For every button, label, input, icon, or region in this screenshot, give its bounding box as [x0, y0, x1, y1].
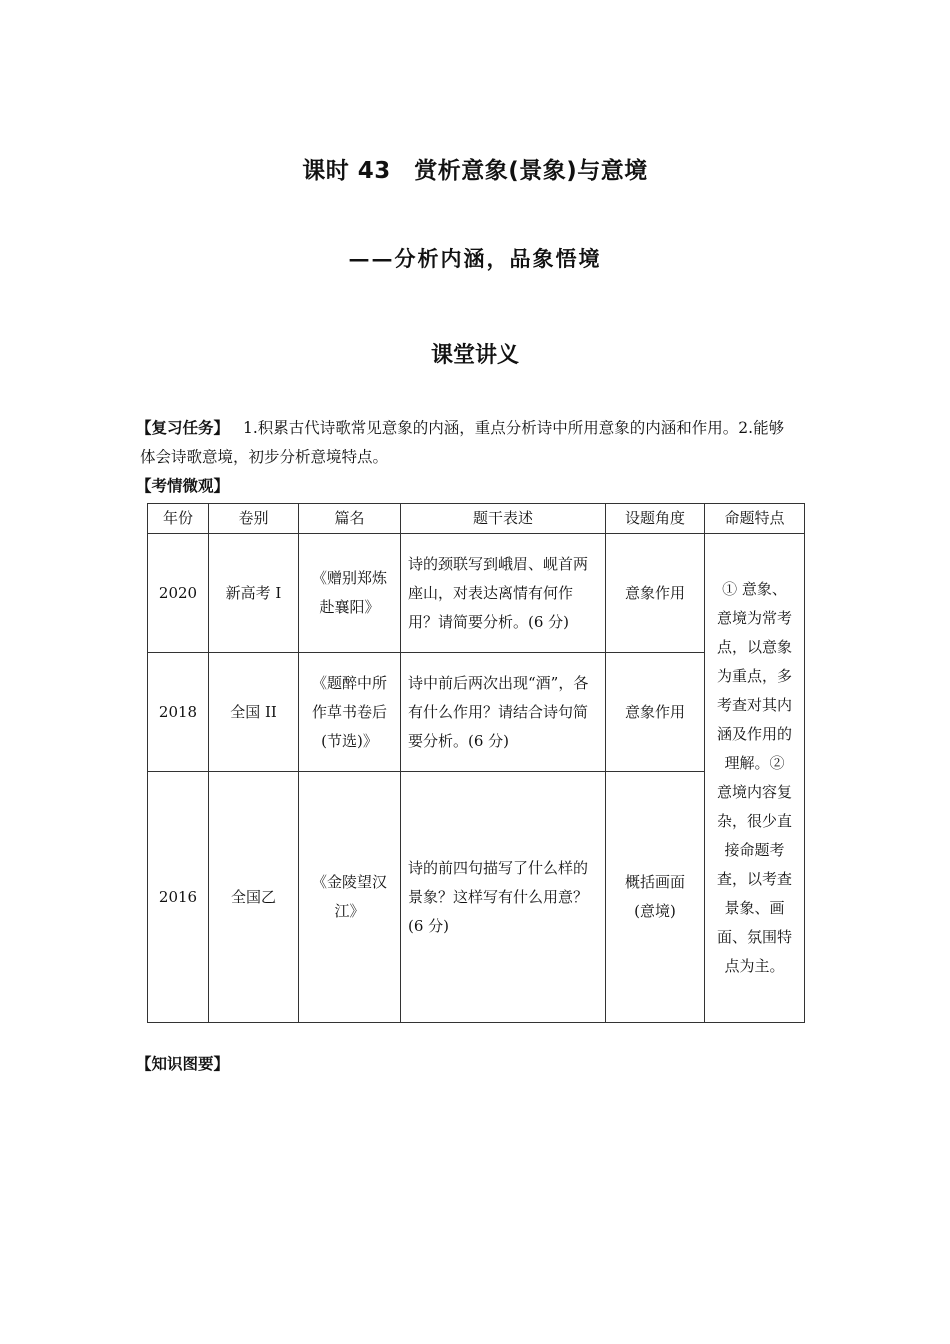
review-task-line2: 体会诗歌意境，初步分析意境特点。 [140, 448, 389, 466]
table-header-row [148, 504, 805, 534]
review-task-line1: 1.积累古代诗歌常见意象的内涵，重点分析诗中所用意象的内涵和作用。2.能够 [243, 419, 785, 437]
cell-year: 2016 [148, 772, 209, 1023]
cell-title: 《金陵望汉江》 [299, 772, 401, 1023]
cell-angle: 意象作用 [606, 653, 705, 772]
cell-title: 《题醉中所作草书卷后(节选)》 [299, 653, 401, 772]
page-title: 课时 43 赏析意象(景象)与意境 [302, 158, 648, 184]
header-title: 篇名 [299, 504, 401, 534]
cell-question: 诗的前四句描写了什么样的景象？这样写有什么用意？(6 分) [401, 772, 606, 1023]
review-task-tag: 【复习任务】 [136, 419, 230, 437]
header-feature: 命题特点 [705, 504, 805, 534]
header-question: 题干表述 [401, 504, 606, 534]
cell-feature: ① 意象、意境为常考点，以意象为重点，多考查对其内涵及作用的理解。② 意境内容复杂，很少直接命题考查，以考查景象、画面、氛围特点为主。 [705, 534, 805, 1023]
section-heading: 课堂讲义 [430, 343, 519, 368]
header-angle: 设题角度 [606, 504, 705, 534]
cell-question: 诗的颈联写到峨眉、岘首两座山，对表达离情有何作用？请简要分析。(6 分) [401, 534, 606, 653]
table-row [148, 534, 805, 653]
header-year: 年份 [148, 504, 209, 534]
knowledge-map-label: 【知识图要】 [136, 1055, 230, 1073]
header-paper: 卷别 [209, 504, 299, 534]
cell-angle: 概括画面(意境) [606, 772, 705, 1023]
cell-title: 《赠别郑炼赴襄阳》 [299, 534, 401, 653]
exam-overview-label: 【考情微观】 [136, 477, 230, 495]
review-task [136, 414, 816, 472]
cell-year: 2020 [148, 534, 209, 653]
exam-overview-table [147, 503, 805, 1023]
cell-paper: 全国 II [209, 653, 299, 772]
cell-paper: 全国乙 [209, 772, 299, 1023]
cell-paper: 新高考 I [209, 534, 299, 653]
cell-angle: 意象作用 [606, 534, 705, 653]
page-subtitle: ——分析内涵，品象悟境 [348, 246, 602, 271]
cell-year: 2018 [148, 653, 209, 772]
cell-question: 诗中前后两次出现“酒”，各有什么作用？请结合诗句简要分析。(6 分) [401, 653, 606, 772]
